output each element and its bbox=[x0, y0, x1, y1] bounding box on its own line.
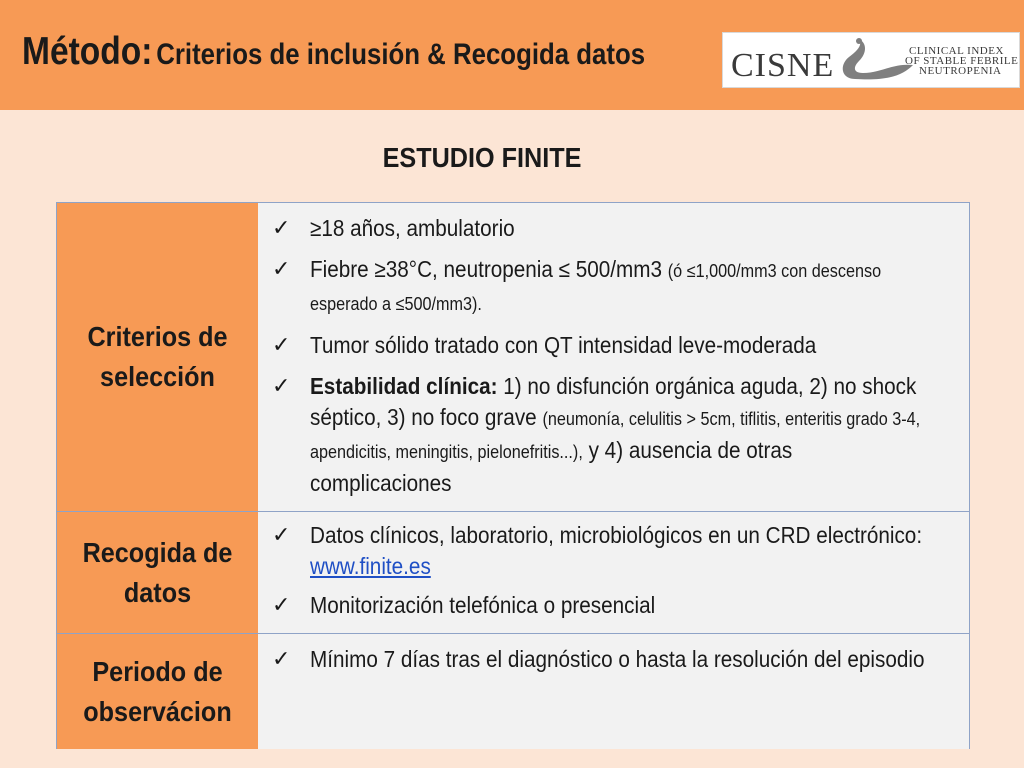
finite-link[interactable]: www.finite.es bbox=[310, 553, 431, 579]
item-text: Monitorización telefónica o presencial bbox=[310, 592, 656, 618]
list-item bbox=[258, 520, 930, 582]
table-row-periodo bbox=[57, 633, 969, 749]
item-text: Datos clínicos, laboratorio, microbiológicos en un CRD electrónico: bbox=[310, 522, 923, 548]
checkmark-icon: ✓ bbox=[272, 216, 291, 241]
slide-title bbox=[22, 30, 645, 74]
row-header-recogida bbox=[57, 512, 258, 634]
checkmark-icon: ✓ bbox=[272, 523, 291, 548]
checkmark-icon: ✓ bbox=[272, 374, 291, 399]
row-header-periodo bbox=[57, 634, 258, 749]
logo-subtitle bbox=[905, 45, 1019, 77]
checkmark-icon: ✓ bbox=[272, 257, 291, 282]
row-label: Recogida de datos bbox=[82, 537, 233, 608]
row-label: Periodo de observácion bbox=[83, 655, 232, 727]
checkmark-icon: ✓ bbox=[272, 333, 291, 358]
logo-word: CISNE bbox=[731, 47, 835, 84]
title-main: Método: bbox=[22, 30, 153, 73]
list-item bbox=[258, 590, 930, 621]
table-row-seleccion bbox=[57, 203, 969, 511]
item-text: 1) no disfunción orgánica aguda, 2) no shock séptico, 3) no foco grave bbox=[310, 373, 917, 430]
item-note: (ó ≤1,000/mm3 con descenso esperado a ≤500/mm3). bbox=[310, 261, 882, 314]
item-note: (neumonía, celulitis > 5cm, tiflitis, enteritis grado 3-4, apendicitis, meningitis, pielonefritis...), bbox=[310, 409, 921, 462]
logo-line-2: OF STABLE FEBRILE bbox=[905, 55, 1019, 67]
table-row-recogida bbox=[57, 511, 969, 634]
row-header-seleccion bbox=[57, 203, 258, 511]
logo-line-3: NEUTROPENIA bbox=[919, 65, 1002, 77]
item-text: Fiebre ≥38°C, neutropenia ≤ 500/mm3 bbox=[310, 256, 663, 282]
checkmark-icon: ✓ bbox=[272, 593, 291, 618]
row-content-seleccion bbox=[258, 203, 969, 511]
study-title: ESTUDIO FINITE bbox=[382, 142, 582, 173]
item-text: ≥18 años, ambulatorio bbox=[310, 215, 515, 241]
row-content-periodo bbox=[258, 634, 969, 749]
item-text: Tumor sólido tratado con QT intensidad leve-moderada bbox=[310, 332, 817, 358]
title-sub: Criterios de inclusión & Recogida datos bbox=[156, 38, 646, 71]
item-bold: Estabilidad clínica: bbox=[310, 373, 498, 399]
list-item bbox=[258, 371, 930, 499]
row-label: Criterios de selección bbox=[87, 321, 228, 392]
list-item bbox=[258, 254, 930, 320]
item-text: Mínimo 7 días tras el diagnóstico o hasta la resolución del episodio bbox=[310, 646, 925, 672]
header-bar bbox=[0, 0, 1024, 110]
criteria-table bbox=[56, 202, 970, 749]
list-item bbox=[258, 213, 930, 244]
row-content-recogida bbox=[258, 512, 969, 634]
item-tail: y 4) ausencia de otras complicaciones bbox=[310, 437, 793, 496]
logo-line-1: CLINICAL INDEX bbox=[909, 45, 1004, 57]
checkmark-icon: ✓ bbox=[272, 647, 291, 672]
list-item bbox=[258, 644, 930, 675]
cisne-logo bbox=[722, 32, 1020, 88]
list-item bbox=[258, 330, 930, 361]
